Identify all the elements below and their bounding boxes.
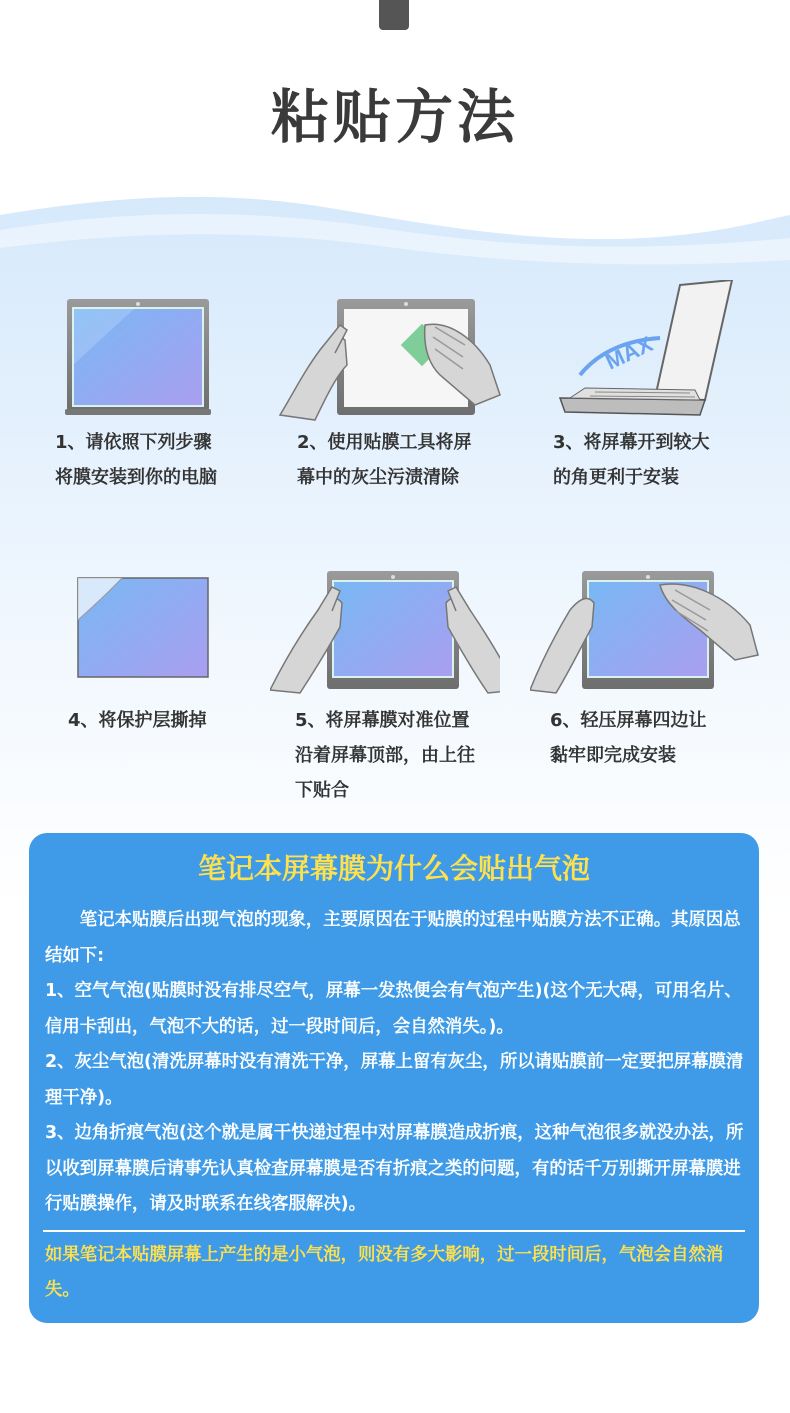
step-caption: 3、将屏幕开到较大 的角更利于安装	[553, 432, 710, 488]
cleaning-screen-illustration	[275, 295, 505, 425]
open-laptop-illustration	[550, 280, 780, 425]
divider	[43, 1230, 745, 1232]
step-caption: 1、请依照下列步骤 将膜安装到你的电脑	[55, 432, 217, 488]
bubble-explanation-panel	[29, 833, 759, 1323]
align-film-illustration	[270, 565, 500, 695]
top-marker	[379, 0, 409, 30]
panel-intro: 笔记本贴膜后出现气泡的现象，主要原因在于贴膜的过程中贴膜方法不正确。其原因总结如下:	[45, 910, 741, 966]
step-caption: 5、将屏幕膜对准位置 沿着屏幕顶部，由上往 下贴合	[295, 710, 475, 801]
step-caption: 4、将保护层撕掉	[68, 710, 207, 731]
press-edges-illustration	[530, 565, 760, 695]
max-label: MAX	[601, 331, 657, 375]
laptop-screen-illustration	[55, 295, 285, 425]
step-caption: 6、轻压屏幕四边让 黏牢即完成安装	[550, 710, 707, 766]
step-caption: 2、使用贴膜工具将屏 幕中的灰尘污渍清除	[297, 432, 472, 488]
page-title: 粘贴方法	[270, 83, 519, 151]
peel-film-illustration	[70, 575, 300, 705]
reason-item: 1、空气气泡(贴膜时没有排尽空气，屏幕一发热便会有气泡产生)(这个无大碍，可用名片、信用卡刮出，气泡不大的话，过一段时间后，会自然消失。)。	[45, 981, 742, 1037]
reason-item: 3、边角折痕气泡(这个就是属干快递过程中对屏幕膜造成折痕，这种气泡很多就没办法，所以收到屏幕膜后请事先认真检查屏幕膜是否有折痕之类的问题，有的话千万别撕开屏幕膜进行贴膜操作，请及时联系在线客服解决)。	[45, 1123, 744, 1214]
panel-note: 如果笔记本贴膜屏幕上产生的是小气泡，则没有多大影响，过一段时间后，气泡会自然消失。	[45, 1245, 724, 1300]
panel-title: 笔记本屏幕膜为什么会贴出气泡	[197, 852, 590, 885]
reason-item: 2、灰尘气泡(清洗屏幕时没有清洗干净，屏幕上留有灰尘，所以请贴膜前一定要把屏幕膜清理干净)。	[45, 1052, 744, 1108]
panel-body	[45, 903, 745, 1223]
